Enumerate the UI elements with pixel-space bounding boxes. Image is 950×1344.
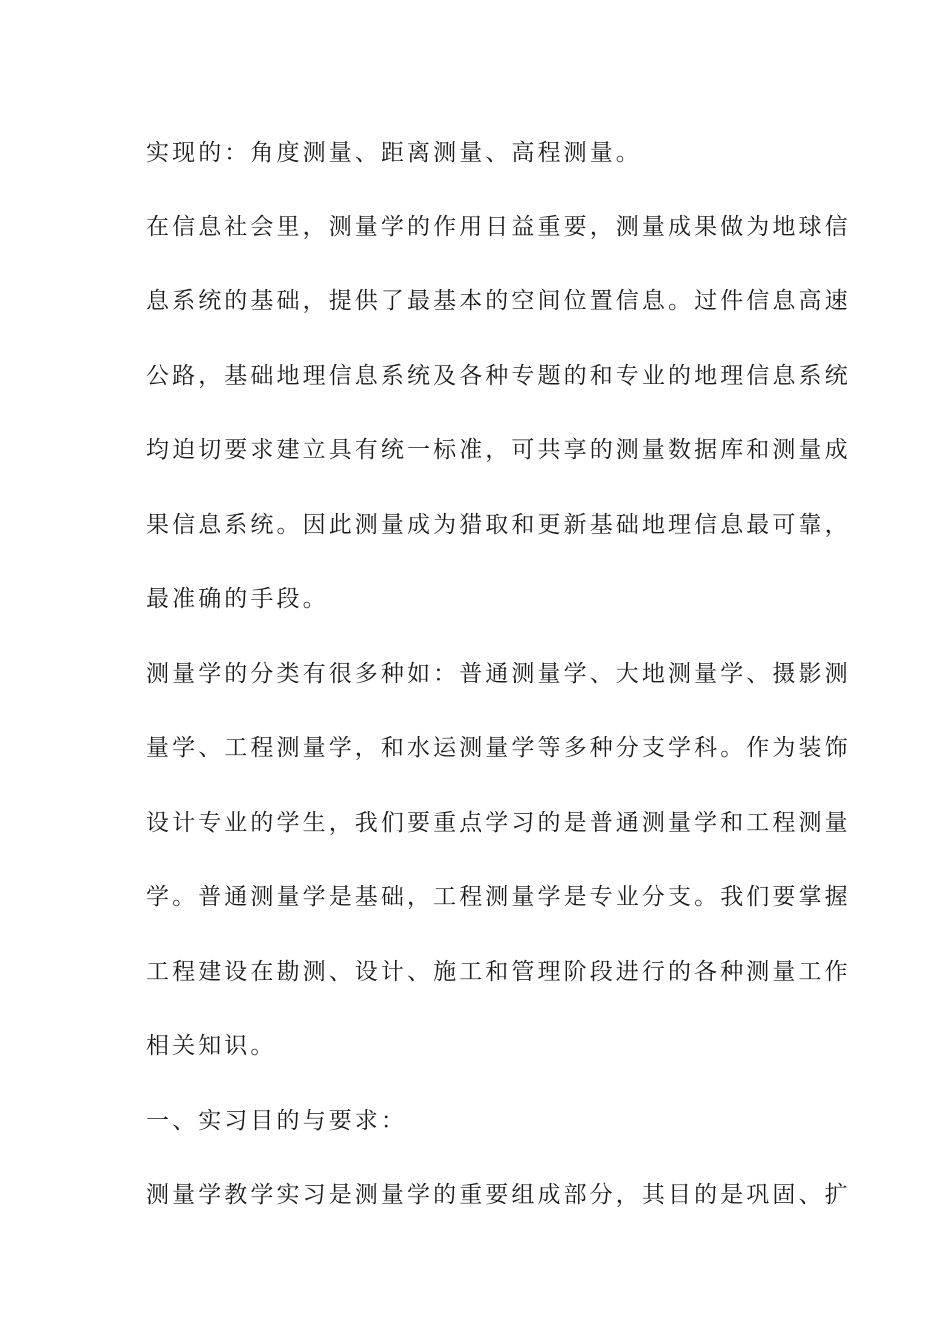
text-line: 学。普通测量学是基础，工程测量学是专业分支。我们要掌握	[146, 884, 851, 910]
text-line: 量学、工程测量学，和水运测量学等多种分支学科。作为装饰	[146, 735, 851, 761]
text-line: 息系统的基础，提供了最基本的空间位置信息。过件信息高速	[146, 288, 851, 314]
text-line: 测量学的分类有很多种如：普通测量学、大地测量学、摄影测	[146, 661, 851, 687]
text-line: 果信息系统。因此测量成为猎取和更新基础地理信息最可靠，	[146, 512, 851, 538]
text-line: 测量学教学实习是测量学的重要组成部分，其目的是巩固、扩	[146, 1182, 851, 1208]
text-line: 公路，基础地理信息系统及各种专题的和专业的地理信息系统	[146, 363, 851, 389]
text-line: 最准确的手段。	[146, 586, 329, 612]
text-line: 工程建设在勘测、设计、施工和管理阶段进行的各种测量工作	[146, 959, 851, 985]
text-line: 均迫切要求建立具有统一标准，可共享的测量数据库和测量成	[146, 437, 851, 463]
text-line: 在信息社会里，测量学的作用日益重要，测量成果做为地球信	[146, 214, 851, 240]
text-line: 设计专业的学生，我们要重点学习的是普通测量学和工程测量	[146, 810, 851, 836]
text-line: 相关知识。	[146, 1033, 277, 1059]
section-heading: 一、实习目的与要求：	[146, 1108, 407, 1134]
text-line: 实现的：角度测量、距离测量、高程测量。	[146, 140, 642, 166]
